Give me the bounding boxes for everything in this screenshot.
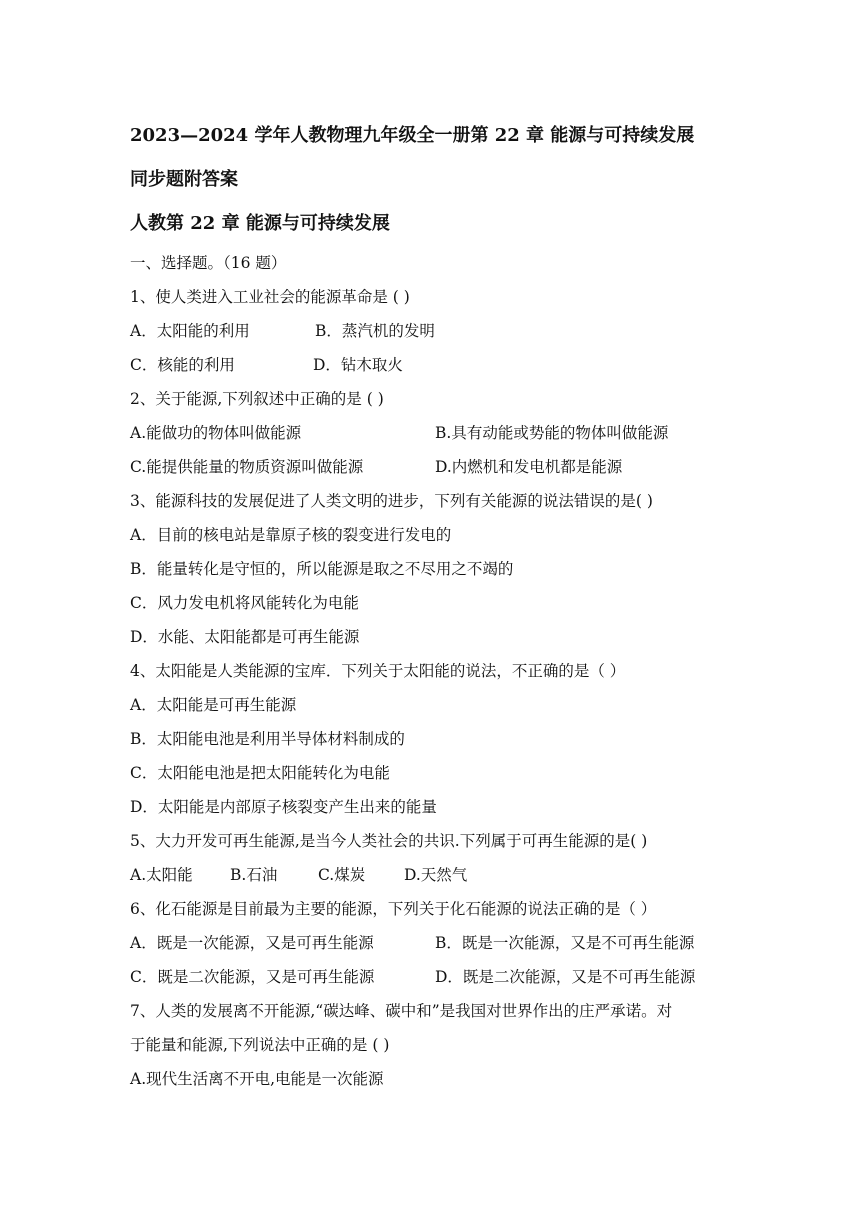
question-4-option-d: D．太阳能是内部原子核裂变产生出来的能量: [130, 798, 437, 816]
question-2-option-b: B.具有动能或势能的物体叫做能源: [435, 424, 669, 442]
question-6-options-row-2: [130, 960, 740, 994]
question-2-stem: 2、关于能源,下列叙述中正确的是 ( ): [130, 390, 384, 408]
question-1-option-c: C．核能的利用: [130, 356, 235, 374]
question-1-option-b: B．蒸汽机的发明: [315, 322, 435, 340]
question-2-option-a: A.能做功的物体叫做能源: [130, 424, 302, 442]
question-5-option-a: A.太阳能: [130, 866, 193, 884]
question-1-options-row-1: [130, 314, 740, 348]
part-heading: 一、选择题。（16 题）: [130, 254, 287, 272]
question-6-stem: 6、化石能源是目前最为主要的能源，下列关于化石能源的说法正确的是（ ）: [130, 900, 657, 918]
question-6-option-c: C．既是二次能源，又是可再生能源: [130, 968, 375, 986]
question-6-option-b: B．既是一次能源，又是不可再生能源: [435, 934, 695, 952]
question-7-stem-continued: 于能量和能源,下列说法中正确的是 ( ): [130, 1036, 390, 1054]
section-title: 人教第 22 章 能源与可持续发展: [130, 213, 390, 234]
question-3-option-b: B．能量转化是守恒的，所以能源是取之不尽用之不竭的: [130, 560, 514, 578]
question-1-stem: 1、使人类进入工业社会的能源革命是 ( ): [130, 288, 410, 306]
question-5-option-b: B.石油: [230, 866, 278, 884]
question-6-option-d: D．既是二次能源，又是不可再生能源: [435, 968, 696, 986]
question-4-option-b: B．太阳能电池是利用半导体材料制成的: [130, 730, 405, 748]
question-2-option-c: C.能提供能量的物质资源叫做能源: [130, 458, 364, 476]
question-5-options-row: [130, 858, 740, 892]
document-title-continued: 同步题附答案: [130, 169, 238, 190]
question-2-option-d: D.内燃机和发电机都是能源: [435, 458, 623, 476]
question-3-option-c: C．风力发电机将风能转化为电能: [130, 594, 359, 612]
question-6-option-a: A．既是一次能源，又是可再生能源: [130, 934, 374, 952]
question-5-option-c: C.煤炭: [318, 866, 366, 884]
question-4-option-a: A．太阳能是可再生能源: [130, 696, 297, 714]
question-1-options-row-2: [130, 348, 740, 382]
question-5-option-d: D.天然气: [404, 866, 468, 884]
question-5-stem: 5、大力开发可再生能源,是当今人类社会的共识.下列属于可再生能源的是( ): [130, 832, 648, 850]
question-7-stem: 7、人类的发展离不开能源,“碳达峰、碳中和”是我国对世界作出的庄严承诺。对: [130, 1002, 673, 1020]
document-title: 2023—2024 学年人教物理九年级全一册第 22 章 能源与可持续发展: [130, 125, 695, 146]
document-page: [130, 114, 740, 1096]
question-2-options-row-1: [130, 416, 740, 450]
question-4-option-c: C．太阳能电池是把太阳能转化为电能: [130, 764, 390, 782]
question-3-option-a: A．目前的核电站是靠原子核的裂变进行发电的: [130, 526, 452, 544]
question-3-option-d: D．水能、太阳能都是可再生能源: [130, 628, 360, 646]
question-1-option-a: A．太阳能的利用: [130, 322, 250, 340]
question-7-option-a: A.现代生活离不开电,电能是一次能源: [130, 1070, 384, 1088]
question-3-stem: 3、能源科技的发展促进了人类文明的进步，下列有关能源的说法错误的是( ): [130, 492, 653, 510]
question-4-stem: 4、太阳能是人类能源的宝库．下列关于太阳能的说法，不正确的是（ ）: [130, 662, 626, 680]
question-6-options-row-1: [130, 926, 740, 960]
question-1-option-d: D．钻木取火: [313, 356, 403, 374]
question-2-options-row-2: [130, 450, 740, 484]
